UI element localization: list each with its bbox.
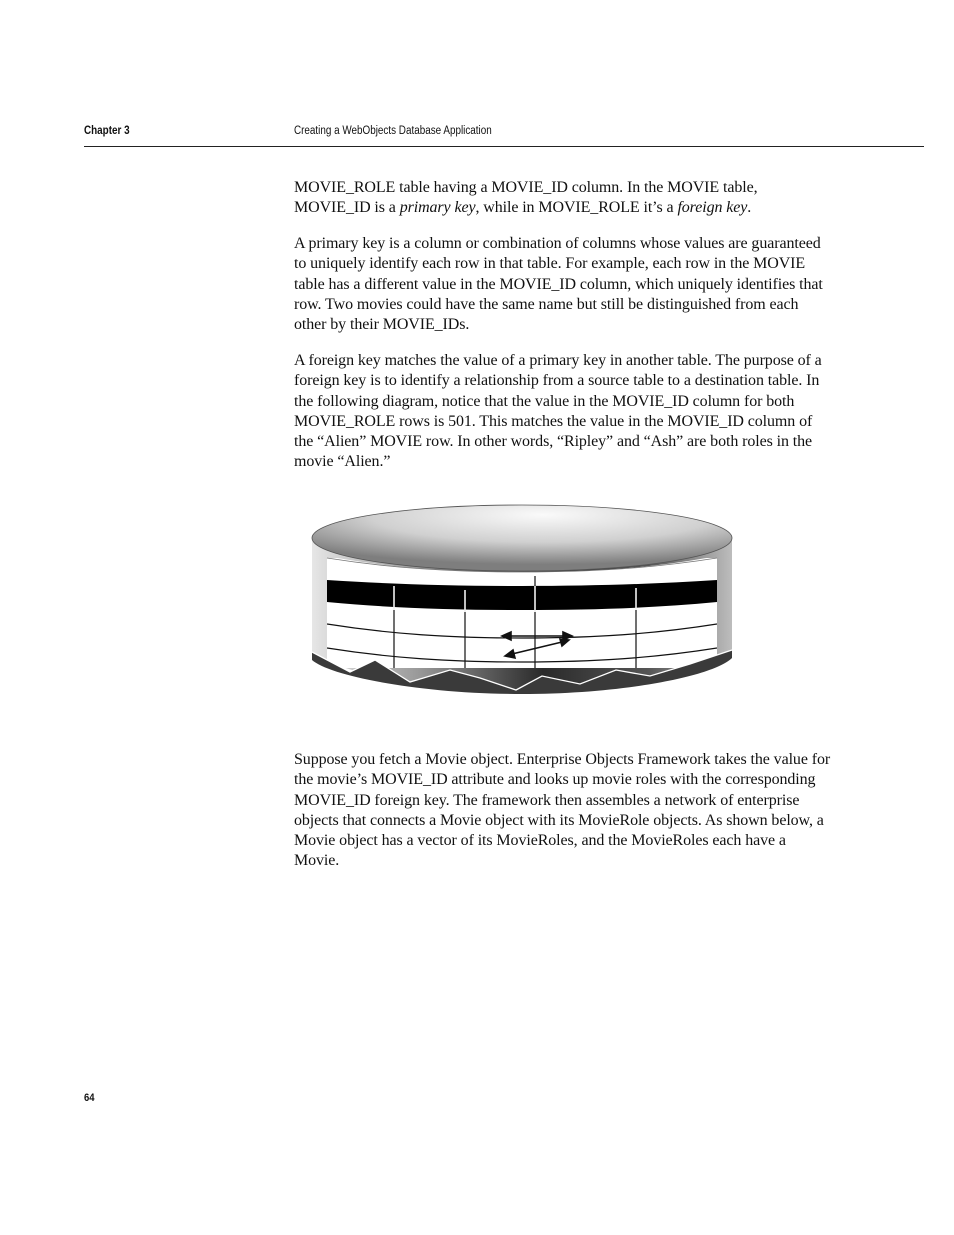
paragraph-text: , while in MOVIE_ROLE it’s a <box>475 199 678 217</box>
page-header <box>84 124 924 147</box>
database-cylinder-icon <box>310 500 734 695</box>
paragraph-text: MOVIE_ROLE table having a MOVIE_ID column. In the MOVIE table, MOVIE_ID is a <box>294 179 758 217</box>
paragraph-foreign-key: A foreign key matches the value of a primary key in another table. The purpose of a foreign key is to identify a relationship from a source table to a destination table. In the following diagram, notice that the value in the MOVIE_ID column for both MOVIE_ROLE rows is 501. This matches the value in the MOVIE_ID column of the “Alien” MOVIE row. In other words, “Ripley” and “Ash” are both roles in the movie “Alien.” <box>294 352 822 471</box>
paragraph-primary-key: A primary key is a column or combination of columns whose values are guaranteed to uniquely identify each row in that table. For example, each row in the MOVIE table has a different value in the MOVIE_ID column, which uniquely identifies that row. Two movies could have the same name but still be distinguished from each other by their MOVIE_IDs. <box>294 235 823 334</box>
paragraph-fetch-movie: Suppose you fetch a Movie object. Enterprise Objects Framework takes the value for the movie’s MOVIE_ID attribute and looks up movie roles with the corresponding MOVIE_ID foreign key. The framework then assembles a network of enterprise objects that connects a Movie object with its MovieRole objects. As shown below, a Movie object has a vector of its MovieRoles, and the MovieRoles each have a Movie. <box>294 751 831 870</box>
chapter-title: Creating a WebObjects Database Application <box>294 125 492 137</box>
term-primary-key: primary key <box>399 199 476 217</box>
database-table-figure <box>310 500 734 695</box>
paragraph-text: . <box>747 199 752 217</box>
term-foreign-key: foreign key <box>677 199 748 217</box>
chapter-label: Chapter 3 <box>84 125 130 137</box>
cylinder-top <box>312 505 732 571</box>
paragraph-primary-foreign-intro <box>294 178 834 219</box>
page-number: 64 <box>84 1092 95 1104</box>
